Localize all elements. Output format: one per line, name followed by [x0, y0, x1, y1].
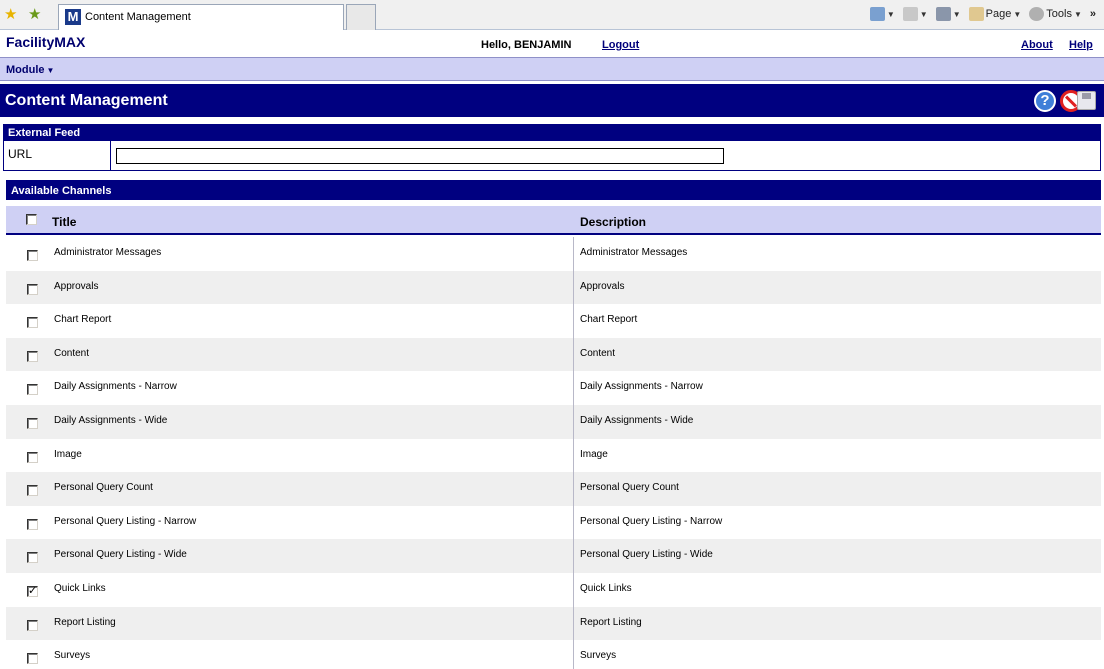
column-divider: [573, 304, 574, 338]
column-header-title: Title: [52, 215, 77, 229]
tools-menu[interactable]: [1029, 7, 1082, 21]
channel-description: Personal Query Count: [580, 482, 679, 494]
channels-table-body: [6, 237, 1101, 669]
channel-description: Quick Links: [580, 582, 632, 594]
table-row: [6, 237, 1101, 271]
channel-checkbox[interactable]: [27, 552, 38, 563]
channel-checkbox[interactable]: [27, 317, 38, 328]
module-menu-label: Module: [6, 64, 45, 76]
tools-dropdown-icon: ▼: [1073, 9, 1082, 19]
channel-title: Daily Assignments - Narrow: [54, 381, 177, 393]
channel-title: Chart Report: [54, 314, 112, 326]
channel-description: Daily Assignments - Wide: [580, 414, 694, 426]
table-row: [6, 573, 1101, 607]
column-divider: [573, 371, 574, 405]
tools-menu-label: Tools: [1046, 8, 1072, 20]
page-menu[interactable]: [969, 7, 1022, 21]
add-favorites-icon[interactable]: ★: [28, 6, 42, 23]
feeds-button[interactable]: [903, 7, 928, 21]
table-row: [6, 405, 1101, 439]
page-dropdown-icon: ▼: [1013, 9, 1022, 19]
page-title: Content Management: [5, 92, 168, 109]
channel-title: Personal Query Listing - Narrow: [54, 515, 197, 527]
logout-link[interactable]: Logout: [602, 39, 640, 51]
column-divider: [573, 607, 574, 641]
column-divider: [573, 237, 574, 271]
column-divider: [573, 271, 574, 305]
feeds-dropdown-icon: ▼: [919, 9, 928, 19]
channel-description: Personal Query Listing - Wide: [580, 549, 713, 561]
channel-checkbox[interactable]: [27, 418, 38, 429]
table-row: [6, 607, 1101, 641]
channel-description: Personal Query Listing - Narrow: [580, 515, 723, 527]
channel-checkbox[interactable]: [27, 620, 38, 631]
channel-title: Report Listing: [54, 616, 116, 628]
available-channels-section: [6, 180, 1101, 669]
channel-title: Daily Assignments - Wide: [54, 414, 168, 426]
print-icon: [936, 7, 951, 21]
channel-title: Image: [54, 448, 82, 460]
select-all-checkbox[interactable]: [26, 214, 37, 225]
column-divider: [573, 338, 574, 372]
available-channels-heading: Available Channels: [6, 180, 1101, 200]
chevron-down-icon: ▼: [46, 66, 55, 75]
help-icon[interactable]: ?: [1034, 90, 1056, 112]
page-title-bar: [0, 84, 1104, 117]
gear-icon: [1029, 7, 1044, 21]
column-divider: [573, 472, 574, 506]
column-divider: [573, 539, 574, 573]
channel-checkbox[interactable]: [27, 653, 38, 664]
tab-title: Content Management: [85, 11, 191, 23]
user-greeting: Hello, BENJAMIN: [481, 39, 572, 51]
url-divider: [110, 141, 111, 170]
module-bar: [0, 57, 1104, 81]
channel-description: Content: [580, 347, 616, 359]
column-header-description: Description: [580, 215, 647, 229]
channel-title: Quick Links: [54, 582, 106, 594]
column-divider: [573, 640, 574, 669]
feeds-icon: [903, 7, 918, 21]
table-row: [6, 371, 1101, 405]
channel-title: Personal Query Listing - Wide: [54, 549, 187, 561]
url-label: URL: [8, 147, 33, 161]
table-row: [6, 539, 1101, 573]
channel-checkbox[interactable]: [27, 351, 38, 362]
external-feed-section: [3, 124, 1101, 171]
favorites-star-icon[interactable]: ★: [4, 6, 18, 23]
column-divider: [573, 506, 574, 540]
column-divider: [573, 405, 574, 439]
channel-description: Administrator Messages: [580, 247, 688, 258]
channel-checkbox[interactable]: [27, 485, 38, 496]
channel-description: Chart Report: [580, 314, 638, 326]
site-favicon-icon: M: [65, 9, 81, 25]
channel-description: Image: [580, 448, 608, 460]
channel-checkbox[interactable]: [27, 384, 38, 395]
table-row: [6, 304, 1101, 338]
page-icon: [969, 7, 984, 21]
column-divider: [573, 439, 574, 473]
table-row: [6, 472, 1101, 506]
about-link[interactable]: About: [1021, 39, 1053, 51]
channels-table-header: [6, 206, 1101, 235]
table-row: [6, 271, 1101, 305]
channel-title: Content: [54, 347, 90, 359]
browser-tab[interactable]: [58, 4, 344, 30]
toolbar-overflow-button[interactable]: »: [1089, 8, 1096, 20]
external-feed-heading: External Feed: [4, 125, 1100, 141]
channel-checkbox[interactable]: [27, 519, 38, 530]
page-menu-label: Page: [985, 8, 1012, 20]
print-dropdown-icon: ▼: [952, 9, 961, 19]
channel-description: Approvals: [580, 280, 625, 292]
column-divider: [573, 573, 574, 607]
table-row: [6, 640, 1101, 669]
channel-description: Report Listing: [580, 616, 642, 628]
help-link[interactable]: Help: [1069, 39, 1093, 51]
app-header: [0, 30, 1104, 57]
home-button[interactable]: [870, 7, 895, 21]
table-row: [6, 506, 1101, 540]
brand-logo: FacilityMAX: [6, 34, 86, 50]
home-dropdown-icon: ▼: [886, 9, 895, 19]
print-button[interactable]: [936, 7, 961, 21]
browser-toolbar: [0, 0, 1104, 30]
channel-checkbox[interactable]: [27, 284, 38, 295]
url-input[interactable]: [116, 148, 724, 164]
channel-title: Administrator Messages: [54, 247, 162, 258]
browser-command-bar: [870, 7, 1096, 21]
save-icon[interactable]: [1077, 91, 1096, 110]
module-menu-button[interactable]: [6, 64, 54, 76]
channel-checkbox[interactable]: [27, 586, 38, 597]
channel-checkbox[interactable]: [27, 452, 38, 463]
channel-description: Surveys: [580, 650, 617, 662]
table-row: [6, 439, 1101, 473]
table-row: [6, 338, 1101, 372]
channel-title: Approvals: [54, 280, 99, 292]
new-tab-button[interactable]: [346, 4, 376, 30]
channel-description: Daily Assignments - Narrow: [580, 381, 703, 393]
home-icon: [870, 7, 885, 21]
channel-checkbox[interactable]: [27, 250, 38, 261]
channel-title: Surveys: [54, 650, 91, 662]
channel-title: Personal Query Count: [54, 482, 153, 494]
